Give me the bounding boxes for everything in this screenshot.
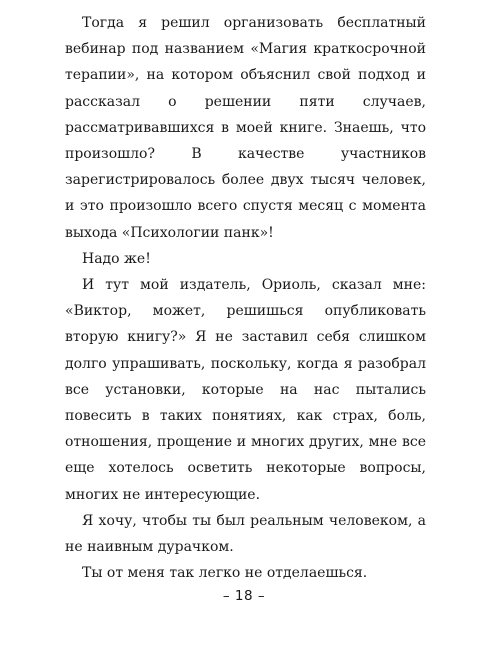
body-text (65, 10, 426, 586)
paragraph-real-person: Я хочу, чтобы ты был реальным человеком, а не наивным дурачком. (65, 512, 426, 556)
paragraph-publisher: И тут мой издатель, Ориоль, сказал мне: «Виктор, может, решишься опубликовать вторую книгу?» Я не заставил себя слишком долго упрашивать, поскольку, когда я разобрал все установки, которые на нас пытались повесить в таких понятиях, как страх, боль, отношения, прощение и многих других, мне все еще хотелось осветить некоторые вопросы, многих не интересующие. (65, 277, 426, 503)
paragraph-closing: Ты от меня так легко не отделаешься. (82, 565, 368, 582)
paragraph-webinar: Тогда я решил организовать бесплатный вебинар под названием «Магия краткосрочной терапии», на котором объяснил свой подход и рассказал о решении пяти случаев, рассматривавшихся в моей книге. Знаешь, что произошло? В качестве участников зарегистрировалось более двух тысяч человек, и это произошло всего спустя месяц с момента выхода «Психологии панк»! (65, 15, 426, 241)
page-number: – 18 – (222, 588, 266, 604)
paragraph-exclamation: Надо же! (82, 250, 151, 267)
